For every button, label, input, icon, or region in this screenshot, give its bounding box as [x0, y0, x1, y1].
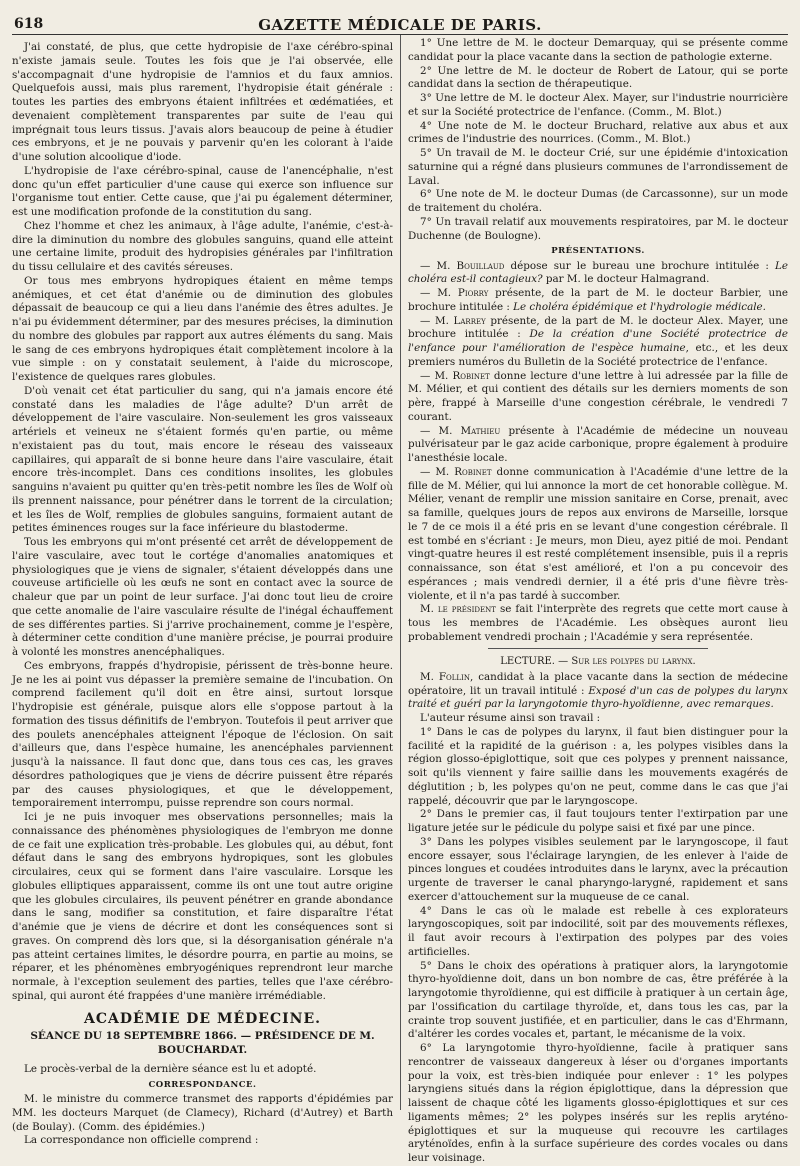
presentation-entry: — M. Larrey présente, de la part de M. le docteur Alex. Mayer, une brochure intitulée : De la création d'une Société protectrice de l'enfance pour l'amélioration de l'espèce humaine, etc., et les deux premiers numéros du Bulletin de la Société protectrice de l'enfance.	[408, 314, 788, 368]
columns	[12, 35, 788, 1165]
entry-title: Exposé d'un cas de polypes du larynx traité et guéri par la laryngotomie thyro-hyoïdienne, avec remarques.	[408, 684, 788, 711]
correspondence-heading: CORRESPONDANCE.	[148, 1079, 257, 1090]
paragraph: D'où venait cet état particulier du sang, qui n'a jamais encore été constaté dans les maladies de l'âge adulte? D'un arrêt de développement de l'aire vasculaire. Non-seulement les gros vaisseaux artériels et veineux ne s'étaient formés qu'en partie, ou même n'existaient pas du tout, mais encore le réseau des vaisseaux capillaires, qui apparaît de si bonne heure dans l'aire vasculaire, était encore très-incomplet. Dans ces conditions insolites, les globules sanguins n'avaient pu quitter qu'en très-petit nombre les îles de Wolf où ils prennent naissance, pour pénétrer dans le torrent de la circulation; et les îles de Wolf, remplies de globules sanguins, formaient autant de petites éminences rouges sur la face inférieure du blastoderme.	[12, 384, 393, 535]
entry-text: présente, de la part de M. le docteur Alex. Mayer, une brochure intitulée :	[408, 314, 788, 341]
minutes-text: Le procès-verbal de la dernière séance est lu et adopté.	[24, 1063, 317, 1076]
correspondence-item: 2° Une lettre de M. le docteur de Robert de Latour, qui se porte candidat dans la section de thérapeutique.	[408, 64, 788, 91]
presentations-heading: PRÉSENTATIONS.	[551, 246, 645, 257]
paragraph: J'ai constaté, de plus, que cette hydropisie de l'axe cérébro-spinal n'existe jamais seule. Toutes les fois que je l'ai observée, elle s'accompagnait d'une hydropisie de l'amnios et du faux amnios. Quelquefois aussi, mais plus rarement, l'hydropisie était générale : toutes les parties des embryons étaient infiltrées et œdématiées, et devenaient complètement transparentes par suite de l'eau qui imprégnait tous leurs tissus. J'avais alors beaucoup de peine à étudier ces embryons, et je ne pouvais y parvenir qu'en les colorant à l'aide d'une solution alcoolique d'iode.	[12, 41, 393, 163]
paragraph: L'hydropisie de l'axe cérébro-spinal, cause de l'anencéphalie, n'est donc qu'un effet particulier d'une cause qui exerce son influence sur l'organisme tout entier. Cette cause, que j'ai pu également déterminer, est une modification profonde de la constitution du sang.	[12, 164, 393, 218]
paragraph: Ces embryons, frappés d'hydropisie, périssent de très-bonne heure. Je ne les ai point vus dépasser la première semaine de l'incubation. On comprend facilement qu'il doit en être ainsi, surtout lorsque l'hydropisie est générale, puisque alors elle s'oppose partout à la formation des tissus définitifs de l'embryon. Toutefois il peut arriver que des poulets anencéphales atteignent l'époque de l'éclosion. On sait d'ailleurs que, dans l'espèce humaine, les anencéphales parviennent jusqu'à la naissance. Il faut donc que, dans tous ces cas, les graves désordres pathologiques que je viens de décrire puissent être réparés par des causes physiologiques, et que le développement, temporairement interrompu, puisse reprendre son cours normal.	[12, 659, 393, 810]
paragraph: Ici je ne puis invoquer mes observations personnelles; mais la connaissance des phénomènes physiologiques de l'embryon me donne de ce fait une explication très-probable. Les globules qui, au début, font défaut dans le sang des embryons hydropiques, sont les globules circulaires, ceux qui se forment dans l'aire vasculaire. Lorsque les globules elliptiques apparaissent, comme ils ont une tout autre origine que les globules circulaires, ils peuvent pénétrer en grande abondance dans le sang, modifier sa constitution, et faire disparaître l'état d'anémie que je viens de décrire et dont les conséquences sont si graves. On comprend dès lors que, si la désorganisation générale n'a pas atteint certaines limites, le désordre pourra, en partie au moins, se réparer, et les phénomènes embryogéniques reprendront leur marche normale, à l'exception seulement des parties, telles que l'axe cérébro-spinal, qui auront été frappées d'une manière irrémédiable.	[12, 811, 393, 1002]
journal-title: GAZETTE MÉDICALE DE PARIS.	[258, 16, 542, 34]
speaker-name: M. Bouillaud	[436, 259, 505, 272]
presentation-entry: — M. Piorry présente, de la part de M. le docteur Barbier, une brochure intitulée : Le choléra épidémique et l'hydrologie médicale.	[408, 287, 788, 313]
presentation-entry: — M. Robinet donne lecture d'une lettre à lui adressée par la fille de M. Mélier, et qui contient des détails sur les derniers moments de son père, frappé à Marseille d'une congestion cérébrale, le vendredi 7 courant.	[408, 369, 788, 423]
presentation-entry: — M. Bouillaud dépose sur le bureau une brochure intitulée : Le choléra est-il contagieux? par M. le docteur Halmagrand.	[408, 259, 788, 286]
correspondence-text: La correspondance non officielle comprend :	[24, 1134, 259, 1147]
page-header	[12, 4, 788, 35]
paragraph: Chez l'homme et chez les animaux, à l'âge adulte, l'anémie, c'est-à-dire la diminution du nombre des globules sanguins, quand elle atteint une certaine limite, produit des hydropisies générales par l'infiltration du tissu cellulaire et des cavités séreuses.	[12, 219, 393, 273]
presentation-entry	[408, 603, 788, 644]
page-number: 618	[14, 16, 44, 32]
entry-text: donne lecture d'une lettre à lui adressée par la fille de M. Mélier, et qui contient des détails sur les derniers moments de son père, frappé à Marseille d'une congestion cérébrale, le vendredi 7 courant.	[408, 369, 788, 423]
correspondence-text: M. le ministre du commerce transmet des rapports d'épidémies par MM. les docteurs Marquet (de Clamecy), Richard (d'Autrey) et Barth (de Boulay). (Comm. des épidémies.)	[12, 1093, 393, 1133]
lecture-label: LECTURE.	[500, 655, 555, 667]
session-line: SÉANCE DU 18 SEPTEMBRE 1866. — PRÉSIDENCE DE M. BOUCHARDAT.	[30, 1030, 375, 1057]
divider	[488, 648, 708, 649]
correspondence-item: 5° Un travail de M. le docteur Crié, sur une épidémie d'intoxication saturnine qui a régné dans plusieurs communes de l'arrondissement de Laval.	[408, 147, 788, 187]
correspondence-item: 7° Un travail relatif aux mouvements respiratoires, par M. le docteur Duchenne (de Boulogne).	[408, 215, 788, 242]
summary-point: 5° Dans le choix des opérations à pratiquer alors, la laryngotomie thyro-hyoïdienne doit, dans un bon nombre de cas, être préférée à la laryngotomie thyroïdienne, qui est difficile à pratiquer à un certain âge, par l'ossification du cartilage thyroïde, et, dans tous les cas, par la crainte trop souvent justifiée, et en particulier, dans le cas d'Ehrmann, d'altérer les cordes vocales et, partant, le mécanisme de la voix.	[408, 959, 788, 1041]
entry-title: De la création d'une Société protectrice de l'enfance pour l'amélioration de l'espèce humaine	[408, 328, 788, 355]
presentation-entry: — M. Mathieu présente à l'Académie de médecine un nouveau pulvérisateur par le gaz acide carbonique, propre également à produire l'anesthésie locale.	[408, 424, 788, 465]
entry-title: Le choléra est-il contagieux?	[408, 259, 788, 286]
entry-text: présente à l'Académie de médecine un nouveau pulvérisateur par le gaz acide carbonique, propre également à produire l'anesthésie locale.	[408, 424, 788, 465]
entry-text: présente, de la part de M. le docteur Barbier, une brochure intitulée :	[408, 287, 788, 313]
speaker-name: M. Follin	[420, 670, 470, 683]
speaker-name: M. Larrey	[434, 314, 486, 327]
speaker-name: M. le président	[420, 603, 496, 616]
lecture-entry	[408, 671, 788, 712]
speaker-name: M. Mathieu	[438, 424, 501, 437]
paragraph: Or tous mes embryons hydropiques étaient en même temps anémiques, et cet état d'anémie ou de diminution des globules dépassait de beaucoup ce qui a lieu dans l'anémie des êtres adultes. Je n'ai pu évidemment déterminer, par des mesures précises, la diminution du nombre des globules par rapport aux autres éléments du sang. Mais le sang de ces embryons hydropiques était complètement incolore à la vue simple : on y constatait seulement, à l'aide du microscope, l'existence de quelques rares globules.	[12, 274, 393, 383]
lecture-heading	[408, 655, 788, 668]
entry-tail: par M. le docteur Halmagrand.	[542, 273, 710, 286]
left-column	[12, 35, 400, 1147]
speaker-name: M. Piorry	[437, 287, 489, 300]
summary-point: 2° Dans le premier cas, il faut toujours tenter l'extirpation par une ligature jetée sur le pédicule du polype saisi et fixé par une pince.	[408, 808, 788, 835]
entry-title: Le choléra épidémique et l'hydrologie médicale.	[513, 300, 766, 313]
summary-intro: L'auteur résume ainsi son travail :	[420, 712, 601, 725]
summary-point: 6° La laryngotomie thyro-hyoïdienne, facile à pratiquer sans rencontrer de vaisseaux dangereux à léser ou d'organes importants pour la voix, est très-bien indiquée pour enlever : 1° les polypes laryngiens situés dans la région épiglottique, dans la dépression que laissent de chaque côté les ligaments glosso-épiglottiques et sur ces ligaments mêmes; 2° les polypes insérés sur les replis aryténo-épiglottiques et sur la muqueuse qui recouvre les cartilages aryténoïdes, enfin à la surface supérieure des cordes vocales ou dans leur voisinage.	[408, 1042, 788, 1165]
entry-text: se fait l'interprète des regrets que cette mort cause à tous les membres de l'Académie. Les obsèques auront lieu probablement vendredi prochain ; l'Académie y sera représentée.	[408, 603, 788, 643]
correspondence-item: 4° Une note de M. le docteur Bruchard, relative aux abus et aux crimes de l'industrie des nourrices. (Comm., M. Blot.)	[408, 119, 788, 146]
speaker-name: M. Robinet	[434, 369, 490, 382]
speaker-name: M. Robinet	[435, 465, 492, 478]
entry-text: , candidat à la place vacante dans la section de médecine opératoire, lit un travail intitulé :	[408, 670, 788, 697]
correspondence-item: 3° Une lettre de M. le docteur Alex. Mayer, sur l'industrie nourricière et sur la Société protectrice de l'enfance. (Comm., M. Blot.)	[408, 92, 788, 118]
correspondence-item: 6° Une note de M. le docteur Dumas (de Carcassonne), sur un mode de traitement du choléra.	[408, 188, 788, 214]
presentation-entry: — M. Robinet donne communication à l'Académie d'une lettre de la fille de M. Mélier, qui lui annonce la mort de cet honorable collègue. M. Mélier, venant de remplir une mission sanitaire en Corse, prenait, avec sa famille, quelques jours de repos aux environs de Marseille, lorsque le 7 de ce mois il a été pris en se levant d'une congestion cérébrale. Il est tombé en s'écriant : Je meurs, mon Dieu, ayez pitié de moi. Pendant vingt-quatre heures il est resté complétement insensible, puis il a repris connaissance, son état s'est amélioré, et l'on a pu concevoir des espérances ; mais vendredi dernier, il a été pris d'une fièvre très-violente, et il n'a pas tardé à succomber.	[408, 465, 788, 602]
academy-title: ACADÉMIE DE MÉDECINE.	[84, 1010, 321, 1027]
entry-text: dépose sur le bureau une brochure intitulée :	[504, 259, 775, 272]
paragraph: Tous les embryons qui m'ont présenté cet arrêt de développement de l'aire vasculaire, avec tout le cortége d'anomalies anatomiques et physiologiques que je viens de signaler, s'étaient développés dans une couveuse artificielle où les œufs ne sont en contact avec la source de chaleur que par un point de leur surface. J'ai donc tout lieu de croire que cette anomalie de l'aire vasculaire résulte de l'inégal échauffement de ses différentes parties. Si j'arrive prochainement, comme je l'espère, à déterminer cette condition d'une manière précise, je pourrai produire à volonté les monstres anencéphaliques.	[12, 536, 393, 658]
summary-point: 1° Dans le cas de polypes du larynx, il faut bien distinguer pour la facilité et la rapidité de la guérison : a, les polypes visibles dans la région glosso-épiglottique, soit que ces polypes y prennent naissance, soit qu'ils viennent y faire saillie dans les mouvements exagérés de déglutition ; b, les polypes qu'on ne peut, comme dans le cas que j'ai rappelé, découvrir que par le laryngoscope.	[408, 725, 788, 807]
right-column	[400, 35, 788, 1165]
lecture-topic: — Sur les polypes du larynx.	[554, 655, 696, 667]
correspondence-item: 1° Une lettre de M. le docteur Demarquay, qui se présente comme candidat pour la place vacante dans la section de pathologie externe.	[408, 37, 788, 63]
entry-text: donne communication à l'Académie d'une lettre de la fille de M. Mélier, qui lui annonce la mort de cet honorable collègue. M. Mélier, venant de remplir une mission sanitaire en Corse, prenait, avec sa famille, quelques jours de repos aux environs de Marseille, lorsque le 7 de ce mois il a été pris en se levant d'une congestion cérébrale. Il est tombé en s'écriant : Je meurs, mon Dieu, ayez pitié de moi. Pendant vingt-quatre heures il est resté complétement insensible, puis il a repris connaissance, son état s'est amélioré, et l'on a pu concevoir des espérances ; mais vendredi dernier, il a été pris d'une fièvre très-violente, et il n'a pas tardé à succomber.	[408, 465, 788, 602]
summary-point: 3° Dans les polypes visibles seulement par le laryngoscope, il faut encore essayer, sous l'éclairage laryngien, de les enlever à l'aide de pinces longues et coudées introduites dans le larynx, avec la précaution urgente de traverser le canal pharyngo-larygné, rapidement et sans exercer d'attouchement sur la muqueuse de ce canal.	[408, 835, 788, 903]
entry-tail: , etc., et les deux premiers numéros du Bulletin de la Société protectrice de l'enfance.	[408, 342, 788, 368]
summary-point: 4° Dans le cas où le malade est rebelle à ces explorateurs laryngoscopiques, soit par indocilité, soit par des mouvements réflexes, il faut avoir recours à l'extirpation des polypes par des voies artificielles.	[408, 904, 788, 958]
